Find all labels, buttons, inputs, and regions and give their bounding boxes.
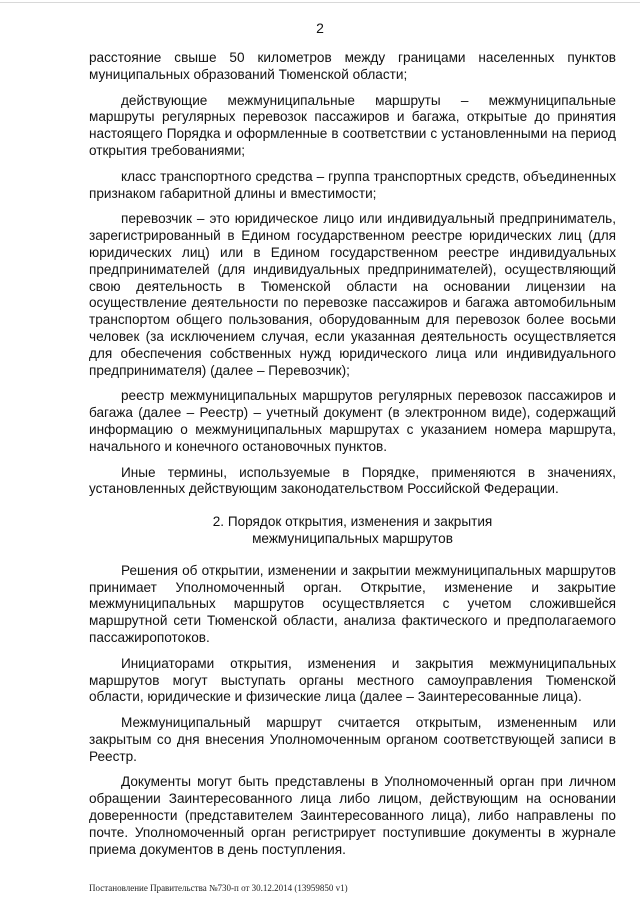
definition-carrier: перевозчик – это юридическое лицо или индивидуальный предприниматель, зарегистрированный в Едином государственном реестре юридических лиц (для юридических лиц) или в Едином государственном реестре индивидуальных предпринимателей (для индивидуальных предпринимателей), осуществляющий свою деятельность в Тюменской области на основании лицензии на осуществление деятельности по перевозке пассажиров и багажа автомобильным транспортом общего пользования, оборудованным для перевозок более восьми человек (за исключением случая, если указанная деятельность осуществляется для обеспечения собственных нужд юридического лица или индивидуального предпринимателя) (далее – Перевозчик); (89, 211, 616, 378)
paragraph-initiators: Инициаторами открытия, изменения и закрытия межмуниципальных маршрутов могут выступать органы местного самоуправления Тюменской области, юридические и физические лица (далее – Заинтересованные лица). (89, 655, 616, 705)
definition-existing-routes: действующие межмуниципальные маршруты – межмуниципальные маршруты регулярных перевозок пассажиров и багажа, открытые до принятия настоящего Порядка и оформленные в соответствии с установленными на период открытия требованиями; (89, 92, 616, 158)
section-heading-line2: межмуниципальных маршрутов (252, 530, 453, 546)
definition-vehicle-class: класс транспортного средства – группа транспортных средств, объединенных признаком габаритной длины и вместимости; (89, 168, 616, 201)
paragraph-documents: Документы могут быть представлены в Уполномоченный орган при личном обращении Заинтересованного лица либо лицом, действующим на основании доверенности (представителем Заинтересованного лица), либо направлены по почте. Уполномоченный орган регистрирует поступившие документы в журнале приема документов в день поступления. (89, 774, 616, 857)
page-number: 2 (316, 20, 324, 36)
paragraph-route-status: Межмуниципальный маршрут считается открытым, измененным или закрытым со дня внесения Уполномоченным органом соответствующей записи в Реестр. (89, 715, 616, 764)
paragraph-decisions: Решения об открытии, изменении и закрытии межмуниципальных маршрутов принимает Уполномоченный орган. Открытие, изменение и закрытие межмуниципальных маршрутов осуществляется с учетом сложившейся маршрутной сети Тюменской области, анализа фактического и предполагаемого пассажиропотоков. (89, 562, 616, 645)
top-divider (0, 2, 640, 3)
definition-registry: реестр межмуниципальных маршрутов регулярных перевозок пассажиров и багажа (далее – Реестр) – учетный документ (в электронном виде), содержащий информацию о межмуниципальных маршрутах с указанием номера маршрута, начального и конечного остановочных пунктов. (89, 388, 616, 454)
paragraph: расстояние свыше 50 километров между границами населенных пунктов муниципальных образований Тюменской области; (89, 50, 616, 82)
section-heading-line1: 2. Порядок открытия, изменения и закрытия (212, 514, 493, 530)
section-heading (89, 514, 616, 548)
paragraph-other-terms: Иные термины, используемые в Порядке, применяются в значениях, установленных действующим законодательством Российской Федерации. (89, 464, 616, 497)
document-body (89, 50, 616, 867)
document-footer: Постановление Правительства №730-п от 30.12.2014 (13959850 v1) (89, 883, 348, 893)
